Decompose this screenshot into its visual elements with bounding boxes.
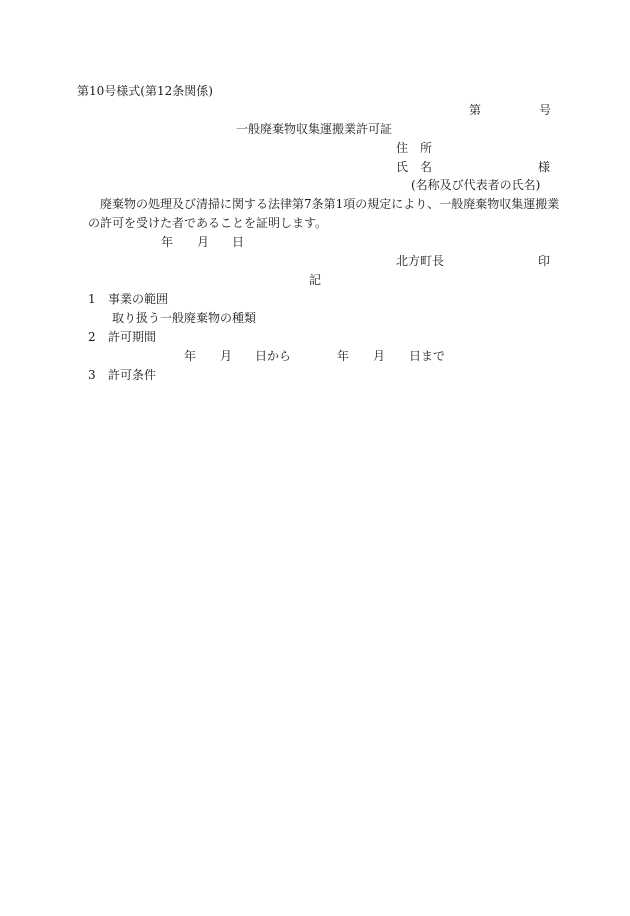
period-to-day: 日まで	[409, 349, 446, 363]
permit-number-suffix: 号	[539, 103, 552, 117]
issuer-title: 北方町長	[396, 254, 445, 268]
body-line-1: 廃棄物の処理及び清掃に関する法律第7条第1項の規定により、一般廃棄物収集運搬業	[100, 197, 560, 211]
name-label: 氏 名	[396, 160, 433, 174]
item-1-detail: 取り扱う一般廃棄物の種類	[112, 311, 257, 325]
period-to-month: 月	[373, 349, 386, 363]
period-from-day: 日から	[255, 349, 292, 363]
item-2-number: 2	[88, 330, 96, 344]
address-label: 住 所	[396, 141, 433, 155]
body-line-2: の許可を受けた者であることを証明します。	[88, 216, 328, 230]
form-number: 第10号様式(第12条関係)	[77, 84, 213, 98]
record-heading: 記	[309, 273, 322, 287]
item-1-label: 事業の範囲	[108, 292, 169, 306]
document-title: 一般廃棄物収集運搬業許可証	[236, 122, 393, 136]
item-3-label: 許可条件	[108, 368, 157, 382]
item-3-number: 3	[88, 368, 96, 382]
permit-number-prefix: 第	[469, 103, 482, 117]
period-from-month: 月	[220, 349, 233, 363]
name-note: (名称及び代表者の氏名)	[411, 178, 541, 192]
seal-mark: 印	[538, 254, 551, 268]
period-from-year: 年	[184, 349, 197, 363]
period-to-year: 年	[337, 349, 350, 363]
issue-date-month: 月	[197, 235, 210, 249]
issue-date-year: 年	[161, 235, 174, 249]
honorific: 様	[538, 160, 551, 174]
issue-date-day: 日	[232, 235, 245, 249]
item-2-label: 許可期間	[108, 330, 157, 344]
item-1-number: 1	[88, 292, 96, 306]
